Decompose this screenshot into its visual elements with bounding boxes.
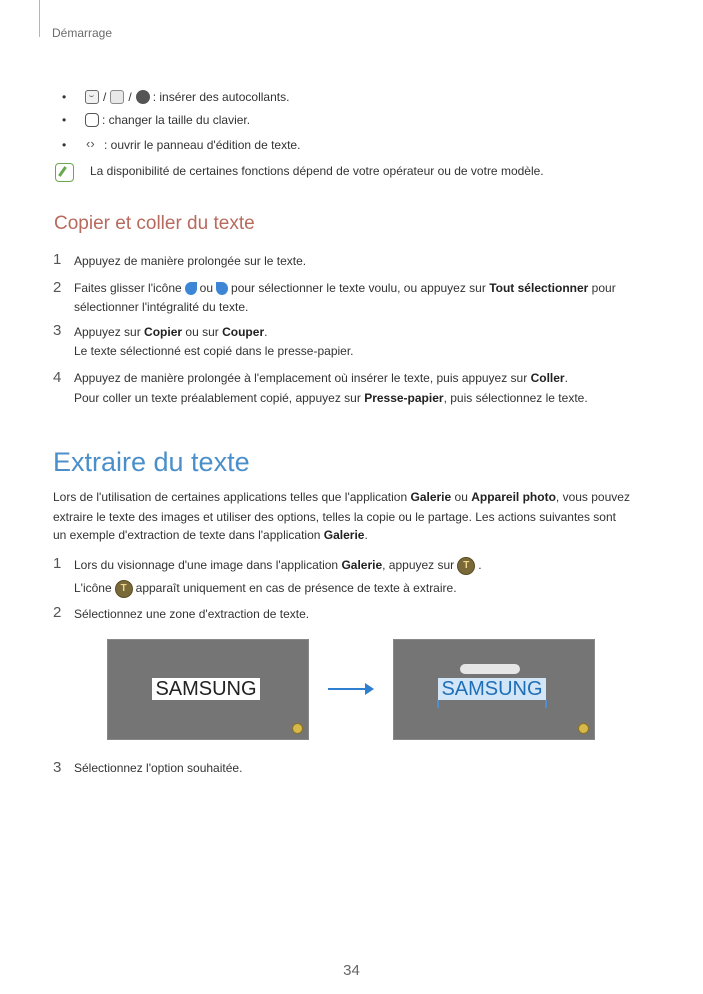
running-header: Démarrage [52,26,113,40]
image-text: SAMSUNG [152,678,260,700]
step-text: Appuyez de manière prolongée sur le texte. [74,254,307,268]
text-edit-panel-icon [85,137,101,153]
bullet-text: : changer la taille du clavier. [102,113,251,127]
text-extract-icon [292,723,303,734]
note-icon [55,163,74,182]
page-number: 34 [343,962,360,979]
intro-line: Lors de l'utilisation de certaines applications telles que l'application Galerie ou Appareil photo, vous pouvez [53,490,630,504]
selection-handle-right-icon [545,700,547,708]
step-text: Faites glisser l'icône ou pour sélectionner le texte voulu, ou appuyez sur Tout sélectionner pour [74,281,616,295]
step-text: Lors du visionnage d'une image dans l'application Galerie, appuyez surT . [74,557,482,575]
selected-image-text: SAMSUNG [438,678,546,700]
selection-toolbar [460,664,520,674]
avatar-sticker-icon [136,90,150,104]
text-extract-icon [457,557,475,575]
text-extract-icon [578,723,589,734]
step-number: 1 [53,251,62,268]
step-number: 3 [53,759,62,776]
step-text: Appuyez de manière prolongée à l'emplacement où insérer le texte, puis appuyez sur Coller. [74,371,568,385]
selection-handle-right-icon [216,282,228,295]
step-number: 3 [53,322,62,339]
screenshot-before [107,639,309,740]
bullet-stickers: • / / : insérer des autocollants. [62,90,290,104]
step-number: 2 [53,604,62,621]
intro-line: extraire le texte des images et utiliser des options, telles la copie ou le partage. Les actions suivantes sont [53,510,616,524]
section-title-copy: Copier et coller du texte [54,213,255,234]
selection-handle-left-icon [437,700,439,708]
section-title-extract: Extraire du texte [53,447,250,477]
gif-sticker-icon [110,90,124,104]
bullet-move: • ‹› : ouvrir le panneau d'édition de texte. [62,137,300,153]
step-text: Sélectionnez l'option souhaitée. [74,761,243,775]
note-text: La disponibilité de certaines fonctions dépend de votre opérateur ou de votre modèle. [90,164,544,178]
step-number: 1 [53,555,62,572]
selection-handle-left-icon [185,282,197,295]
arrow-icon [328,688,372,690]
step-text-cont: sélectionner l'intégralité du texte. [74,300,249,314]
bullet-text: : insérer des autocollants. [152,90,290,104]
step-text-cont: Pour coller un texte préalablement copié, appuyez sur Presse-papier, puis sélectionnez le texte. [74,391,588,405]
text-extract-icon [115,580,133,598]
screenshot-after [393,639,595,740]
intro-line: un exemple d'extraction de texte dans l'application Galerie. [53,528,368,542]
bullet-resize: • : changer la taille du clavier. [62,113,251,127]
bullet-text: : ouvrir le panneau d'édition de texte. [104,138,301,152]
step-number: 2 [53,279,62,296]
resize-icon [85,113,99,127]
margin-rule [39,0,40,37]
step-text: Sélectionnez une zone d'extraction de texte. [74,607,310,621]
step-text: Appuyez sur Copier ou sur Couper. [74,325,268,339]
emoji-sticker-icon [85,90,99,104]
step-number: 4 [53,369,62,386]
step-text-cont: Le texte sélectionné est copié dans le presse-papier. [74,344,354,358]
step-text-cont: L'icôneT apparaît uniquement en cas de présence de texte à extraire. [74,580,457,598]
